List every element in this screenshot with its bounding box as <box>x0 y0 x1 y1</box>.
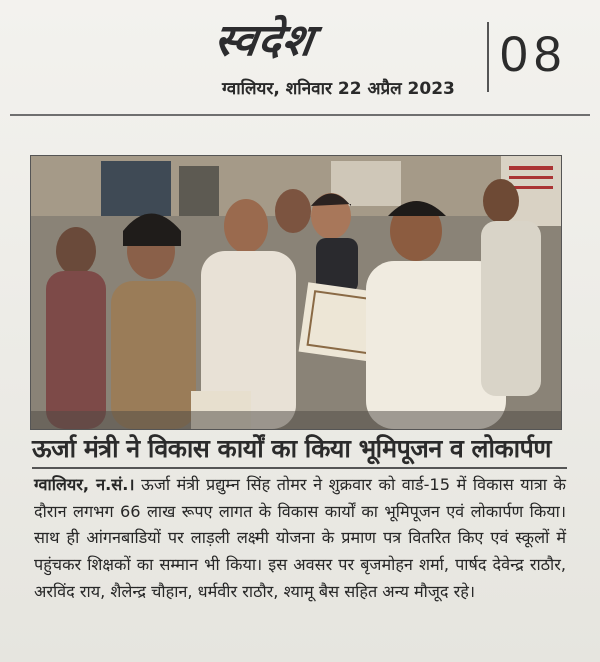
header-divider <box>487 22 489 92</box>
article-text: ऊर्जा मंत्री प्रद्युम्न सिंह तोमर ने शुक्रवार को वार्ड-15 में विकास यात्रा के दौरान लगभग 66 लाख रूपए लागत के विकास कार्यों का भूमिपूजन एवं लोकार्पण किया। साथ ही आंगनबाडियों पर लाड़ली लक्ष्मी योजना के प्रमाण पत्र वितरित किए एवं स्कूलों में पहुंचकर शिक्षकों का सम्मान भी किया। इस अवसर पर बृजमोहन शर्मा, पार्षद देवेन्द्र राठौर, अरविंद राय, शैलेन्द्र चौहान, धर्मवीर राठौर, श्यामू बैस सहित अन्य मौजूद रहे। <box>34 475 566 601</box>
headline-rule <box>32 467 567 469</box>
headline: ऊर्जा मंत्री ने विकास कार्यों का किया भूमिपूजन व लोकार्पण <box>32 434 551 463</box>
header-rule <box>10 114 590 116</box>
news-photo <box>30 155 562 430</box>
page-number: 08 <box>500 26 568 82</box>
masthead-logo: स्वदेश <box>211 15 318 66</box>
dateline: ग्वालियर, शनिवार 22 अप्रैल 2023 <box>222 79 455 99</box>
article-lead: ग्वालियर, न.सं.। <box>34 475 135 494</box>
article-body <box>34 472 566 606</box>
